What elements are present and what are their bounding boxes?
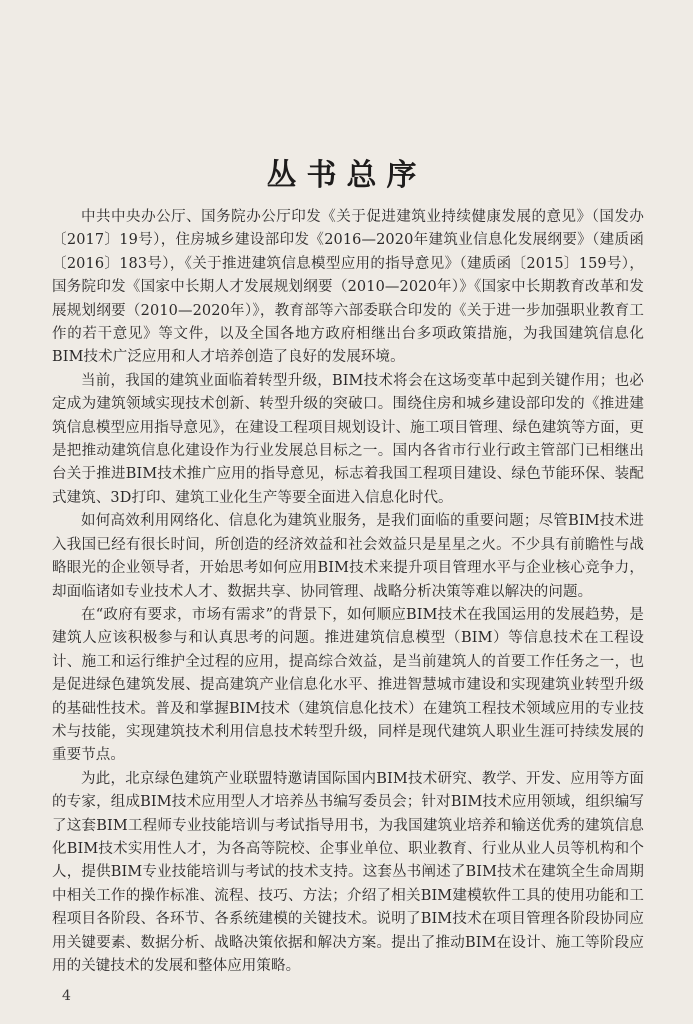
paragraph: 如何高效利用网络化、信息化为建筑业服务，是我们面临的重要问题；尽管BIM技术进入我国已经有很长时间，所创造的经济效益和社会效益只是星星之火。不少具有前瞻性与战略眼光的企业领导者，开始思考如何应用BIM技术来提升项目管理水平与企业核心竞争力，却面临诸如专业技术人才、数据共享、协同管理、战略分析决策等难以解决的问题。: [52, 513, 644, 600]
paragraph: 为此，北京绿色建筑产业联盟特邀请国际国内BIM技术研究、教学、开发、应用等方面的专家，组成BIM技术应用型人才培养丛书编写委员会；针对BIM技术应用领域，组织编写了这套BIM工程师专业技能培训与考试指导用书，为我国建筑业培养和输送优秀的建筑信息化BIM技术实用性人才，为各高等院校、企事业单位、职业教育、行业从业人员等机构和个人，提供BIM专业技能培训与考试的技术支持。这套丛书阐述了BIM技术在建筑全生命周期中相关工作的操作标准、流程、技巧、方法；介绍了相关BIM建模软件工具的使用功能和工程项目各阶段、各环节、各系统建模的关键技术。说明了BIM技术在项目管理各阶段协同应用关键要素、数据分析、战略决策依据和解决方案。提出了推动BIM在设计、施工等阶段应用的关键技术的发展和整体应用策略。: [52, 770, 644, 974]
paragraph: 中共中央办公厅、国务院办公厅印发《关于促进建筑业持续健康发展的意见》（国发办〔2017〕19号），住房城乡建设部印发《2016—2020年建筑业信息化发展纲要》（建质函〔2016〕183号），《关于推进建筑信息模型应用的指导意见》（建质函〔2015〕159号），国务院印发《国家中长期人才发展规划纲要（2010—2020年）》《国家中长期教育改革和发展规划纲要（2010—2020年）》，教育部等六部委联合印发的《关于进一步加强职业教育工作的若干意见》等文件，以及全国各地方政府相继出台多项政策措施，为我国建筑信息化BIM技术广泛应用和人才培养创造了良好的发展环境。: [52, 209, 644, 366]
page-number: 4: [62, 988, 71, 1004]
preface-body: [52, 206, 644, 978]
paragraph: 当前，我国的建筑业面临着转型升级，BIM技术将会在这场变革中起到关键作用；也必定成为建筑领域实现技术创新、转型升级的突破口。围绕住房和城乡建设部印发的《推进建筑信息模型应用指导意见》，在建设工程项目规划设计、施工项目管理、绿色建筑等方面，更是把推动建筑信息化建设作为行业发展总目标之一。国内各省市行业行政主管部门已相继出台关于推进BIM技术推广应用的指导意见，标志着我国工程项目建设、绿色节能环保、装配式建筑、3D打印、建筑工业化生产等要全面进入信息化时代。: [52, 372, 644, 506]
paragraph: 在“政府有要求，市场有需求”的背景下，如何顺应BIM技术在我国运用的发展趋势，是建筑人应该积极参与和认真思考的问题。推进建筑信息模型（BIM）等信息技术在工程设计、施工和运行维护全过程的应用，提高综合效益，是当前建筑人的首要工作任务之一，也是促进绿色建筑发展、提高建筑产业信息化水平、推进智慧城市建设和实现建筑业转型升级的基础性技术。普及和掌握BIM技术（建筑信息化技术）在建筑工程技术领域应用的专业技术与技能，实现建筑技术利用信息技术转型升级，同样是现代建筑人职业生涯可持续发展的重要节点。: [52, 606, 644, 764]
page-title: 丛书总序: [266, 158, 427, 193]
